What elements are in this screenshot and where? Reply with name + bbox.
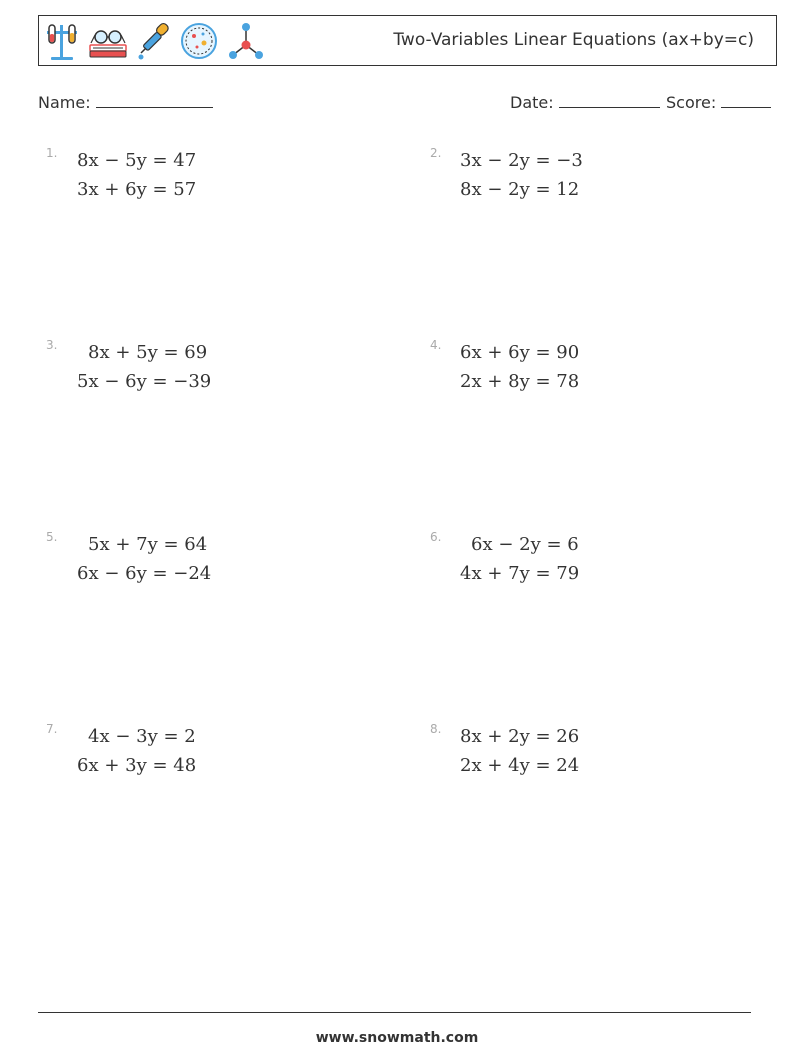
problem-2 (430, 146, 730, 226)
equation-2: 6x − 6y = −24 (77, 563, 212, 584)
problem-number: 1. (46, 146, 58, 160)
problem-4 (430, 338, 730, 418)
footer-divider (38, 1012, 751, 1013)
problem-number: 4. (430, 338, 442, 352)
problem-1 (46, 146, 346, 226)
equation-1: 4x − 3y = 2 (88, 726, 196, 747)
problem-8 (430, 722, 730, 802)
equation-2: 2x + 8y = 78 (460, 371, 580, 392)
score-label: Score: (666, 93, 717, 112)
problem-number: 5. (46, 530, 58, 544)
problem-number: 6. (430, 530, 442, 544)
equation-1: 6x − 2y = 6 (471, 534, 579, 555)
petri-dish-icon (179, 21, 219, 61)
date-blank[interactable] (559, 93, 660, 108)
date-field[interactable] (510, 93, 660, 112)
problem-number: 3. (46, 338, 58, 352)
equation-2: 2x + 4y = 24 (460, 755, 580, 776)
test-tubes-rack-icon (45, 21, 79, 61)
equation-1: 8x − 5y = 47 (77, 150, 197, 171)
equation-2: 8x − 2y = 12 (460, 179, 580, 200)
problem-5 (46, 530, 346, 610)
problem-number: 8. (430, 722, 442, 736)
problem-3 (46, 338, 346, 418)
pipette-icon (137, 21, 171, 61)
equation-1: 3x − 2y = −3 (460, 150, 583, 171)
score-field[interactable] (666, 93, 771, 112)
problem-number: 2. (430, 146, 442, 160)
molecule-icon (227, 21, 265, 61)
name-field[interactable] (38, 93, 213, 112)
name-label: Name: (38, 93, 91, 112)
equation-2: 3x + 6y = 57 (77, 179, 197, 200)
worksheet-title: Two-Variables Linear Equations (ax+by=c) (393, 30, 754, 50)
problem-number: 7. (46, 722, 58, 736)
problem-6 (430, 530, 730, 610)
equation-2: 4x + 7y = 79 (460, 563, 580, 584)
equation-2: 5x − 6y = −39 (77, 371, 212, 392)
footer-url[interactable]: www.snowmath.com (315, 1030, 479, 1046)
worksheet-header (38, 15, 777, 66)
equation-1: 8x + 2y = 26 (460, 726, 580, 747)
glasses-on-books-icon (87, 21, 129, 61)
date-label: Date: (510, 93, 554, 112)
name-blank[interactable] (96, 93, 213, 108)
header-icons (45, 20, 265, 62)
equation-2: 6x + 3y = 48 (77, 755, 197, 776)
equation-1: 6x + 6y = 90 (460, 342, 580, 363)
equation-1: 8x + 5y = 69 (88, 342, 208, 363)
problem-7 (46, 722, 346, 802)
equation-1: 5x + 7y = 64 (88, 534, 208, 555)
score-blank[interactable] (721, 93, 771, 108)
